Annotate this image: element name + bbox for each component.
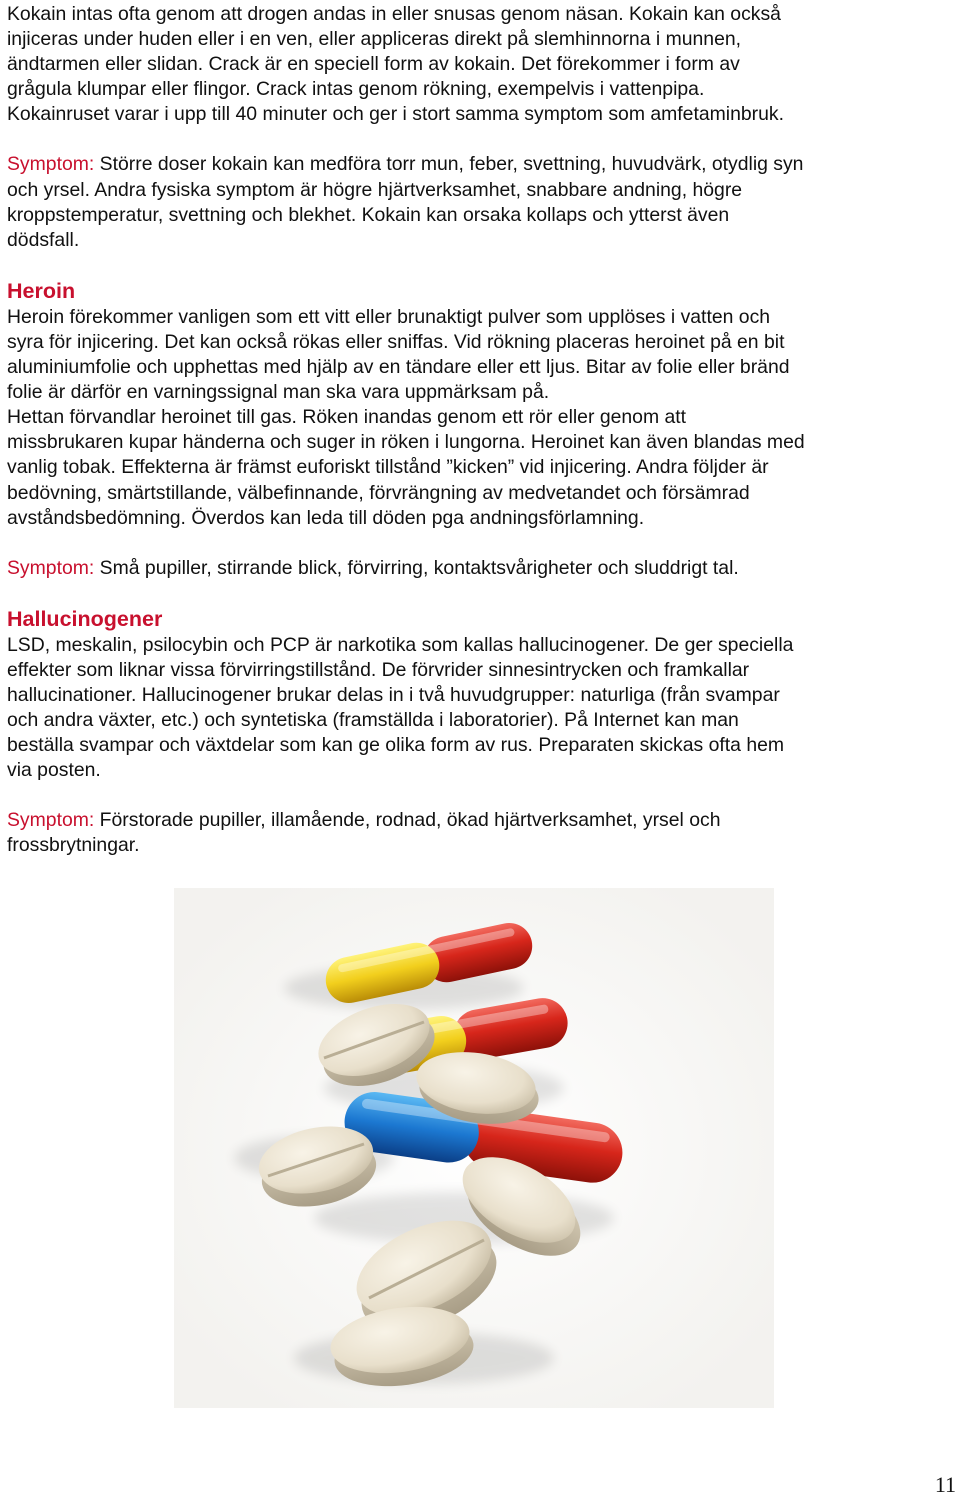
page-number: 11	[934, 1472, 956, 1497]
document-body	[7, 2, 947, 859]
cocaine-paragraph: Kokain intas ofta genom att drogen andas in eller snusas genom näsan. Kokain kan också injiceras under huden eller i en ven, eller appliceras direkt på slemhinnorna i munnen, ändtarmen eller slidan. Crack är en speciell form av kokain. Det förekommer i form av grågula klumpar eller flingor. Crack intas genom rökning, exempelvis i vattenpipa. Kokainruset varar i upp till 40 minuter och ger i stort samma symptom som amfetaminbruk.	[7, 3, 784, 126]
heroin-section	[7, 278, 947, 581]
hallucinogens-symptoms: Symptom: Förstorade pupiller, illamående, rodnad, ökad hjärtverksamhet, yrsel och frossbrytningar.	[7, 809, 721, 857]
symptom-label: Symptom:	[7, 556, 95, 579]
hallucinogens-section	[7, 606, 947, 859]
cocaine-section	[7, 2, 947, 253]
cocaine-symptoms: Symptom: Större doser kokain kan medföra torr mun, feber, svettning, huvudvärk, otydlig syn och yrsel. Andra fysiska symptom är högre hjärtverksamhet, snabbare andning, högre kroppstemperatur, svettning och blekhet. Kokain kan orsaka kollaps och ytterst även dödsfall.	[7, 153, 804, 251]
symptom-label: Symptom:	[7, 809, 95, 832]
heroin-symptoms: Symptom: Små pupiller, stirrande blick, förvirring, kontaktsvårigheter och sluddrigt tal.	[7, 556, 739, 579]
hallucinogens-heading: Hallucinogener	[7, 606, 163, 631]
heroin-paragraph: Heroin förekommer vanligen som ett vitt eller brunaktigt pulver som upplöses i vatten och syra för injicering. Det kan också rökas eller sniffas. Vid rökning placeras heroinet på en bit aluminiumfolie och upphettas med hjälp av en tändare eller ett ljus. Bitar av folie eller bränd folie är därför en varningssignal man ska vara uppmärksam på. Hettan förvandlar heroinet till gas. Röken inandas genom ett rör eller genom att missbrukaren kupar händerna och suger in röken i lungorna. Heroinet kan även blandas med vanlig tobak. Effekterna är främst euforiskt tillstånd ”kicken” vid injicering. Andra följder är bedövning, smärtstillande, välbefinnande, förvrängning av medvetandet och försämrad avståndsbedömning. Överdos kan leda till döden pga andningsförlamning.	[7, 305, 805, 529]
heroin-heading: Heroin	[7, 278, 76, 303]
symptom-label: Symptom:	[7, 153, 95, 176]
hallucinogens-paragraph: LSD, meskalin, psilocybin och PCP är narkotika som kallas hallucinogener. De ger speciella effekter som liknar vissa förvirringstillstånd. De förvrider sinnesintrycken och framkallar hallucinationer. Hallucinogener brukar delas in i två huvudgrupper: naturliga (från svampar och andra växter, etc.) och syntetiska (framställda i laboratorier). På Internet kan man beställa svampar och växtdelar som kan ge olika form av rus. Preparaten skickas ofta hem via posten.	[7, 633, 794, 782]
pills-photo	[174, 888, 774, 1408]
